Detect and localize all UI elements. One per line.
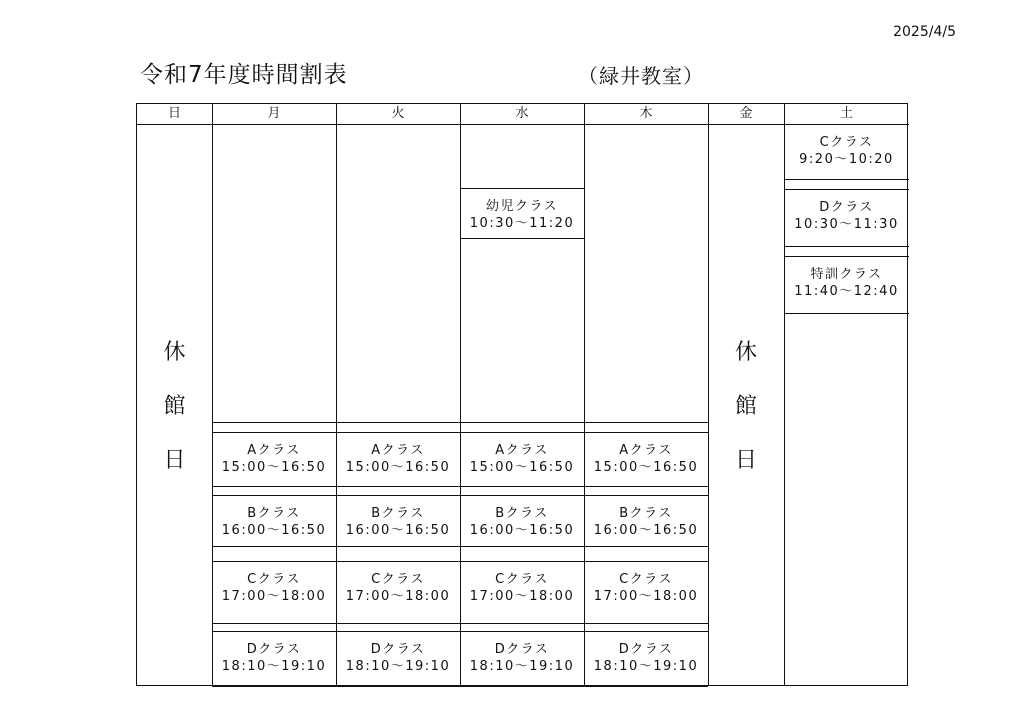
- column-divider: [708, 104, 709, 685]
- class-time: 15:00〜16:50: [345, 460, 451, 475]
- class-name: Dクラス: [370, 642, 426, 657]
- class-box-tuesday: [336, 631, 460, 687]
- class-name: Cクラス: [247, 572, 301, 587]
- class-box-thursday: [584, 561, 708, 624]
- closed-label-sunday: 休: [163, 340, 186, 365]
- class-name: Bクラス: [247, 506, 301, 521]
- class-time: 18:10〜19:10: [345, 659, 451, 674]
- class-box-wednesday: [460, 631, 584, 687]
- class-box-monday: [212, 432, 336, 487]
- class-box-monday: [212, 631, 336, 687]
- class-name: Dクラス: [618, 642, 674, 657]
- class-box-tuesday: [336, 561, 460, 624]
- class-time: 16:00〜16:50: [469, 523, 575, 538]
- class-name: Aクラス: [247, 443, 301, 458]
- class-time: 11:40〜12:40: [794, 284, 899, 299]
- class-time: 16:00〜16:50: [593, 523, 699, 538]
- class-box-tuesday: [336, 432, 460, 487]
- class-name: Cクラス: [495, 572, 549, 587]
- class-name: Dクラス: [246, 642, 302, 657]
- class-name: Aクラス: [371, 443, 425, 458]
- class-name: Cクラス: [371, 572, 425, 587]
- class-time: 17:00〜18:00: [345, 589, 451, 604]
- class-time: 15:00〜16:50: [469, 460, 575, 475]
- day-header-tuesday: 火: [391, 106, 405, 121]
- class-box-tuesday: [336, 495, 460, 547]
- class-name: Aクラス: [619, 443, 673, 458]
- separator-line: [212, 422, 336, 423]
- class-box-saturday: [784, 189, 909, 247]
- class-time: 15:00〜16:50: [221, 460, 327, 475]
- class-name: 特訓クラス: [810, 267, 883, 282]
- class-name: Bクラス: [619, 506, 673, 521]
- class-name: Dクラス: [494, 642, 550, 657]
- class-time: 10:30〜11:30: [794, 217, 899, 232]
- class-box-monday: [212, 561, 336, 624]
- page-title: 令和7年度時間割表: [140, 62, 348, 88]
- class-name: Aクラス: [495, 443, 549, 458]
- class-name: Bクラス: [371, 506, 425, 521]
- class-box-wednesday-kindergarten: [460, 188, 584, 239]
- day-header-monday: 月: [267, 106, 281, 121]
- class-box-thursday: [584, 631, 708, 687]
- closed-label-friday: 館: [734, 394, 757, 419]
- class-name: Bクラス: [495, 506, 549, 521]
- class-name: Dクラス: [819, 200, 874, 215]
- closed-label-sunday: 日: [163, 448, 186, 473]
- separator-line: [584, 422, 708, 423]
- class-box-thursday: [584, 495, 708, 547]
- timetable-grid: [136, 103, 908, 686]
- class-time: 18:10〜19:10: [593, 659, 699, 674]
- day-header-wednesday: 水: [515, 106, 529, 121]
- closed-label-friday: 日: [734, 448, 757, 473]
- day-header-friday: 金: [739, 106, 753, 121]
- separator-line: [460, 422, 584, 423]
- class-time: 17:00〜18:00: [593, 589, 699, 604]
- class-box-wednesday: [460, 432, 584, 487]
- class-time: 9:20〜10:20: [799, 152, 894, 167]
- class-time: 17:00〜18:00: [221, 589, 327, 604]
- class-box-wednesday: [460, 495, 584, 547]
- class-time: 15:00〜16:50: [593, 460, 699, 475]
- class-name: Cクラス: [819, 135, 874, 150]
- class-time: 10:30〜11:20: [469, 216, 575, 231]
- class-box-wednesday: [460, 561, 584, 624]
- closed-label-friday: 休: [734, 340, 757, 365]
- class-time: 16:00〜16:50: [221, 523, 327, 538]
- separator-line: [336, 422, 460, 423]
- class-name: 幼児クラス: [485, 199, 559, 214]
- class-time: 18:10〜19:10: [221, 659, 327, 674]
- class-box-saturday: [784, 124, 909, 180]
- day-header-saturday: 土: [839, 106, 853, 121]
- class-box-thursday: [584, 432, 708, 487]
- class-time: 18:10〜19:10: [469, 659, 575, 674]
- classroom-name: （緑井教室）: [578, 64, 704, 88]
- closed-label-sunday: 館: [163, 394, 186, 419]
- class-time: 16:00〜16:50: [345, 523, 451, 538]
- class-time: 17:00〜18:00: [469, 589, 575, 604]
- day-header-sunday: 日: [167, 106, 181, 121]
- class-box-saturday: [784, 256, 909, 314]
- class-name: Cクラス: [619, 572, 673, 587]
- print-date: 2025/4/5: [893, 24, 956, 40]
- day-header-thursday: 木: [639, 106, 653, 121]
- class-box-monday: [212, 495, 336, 547]
